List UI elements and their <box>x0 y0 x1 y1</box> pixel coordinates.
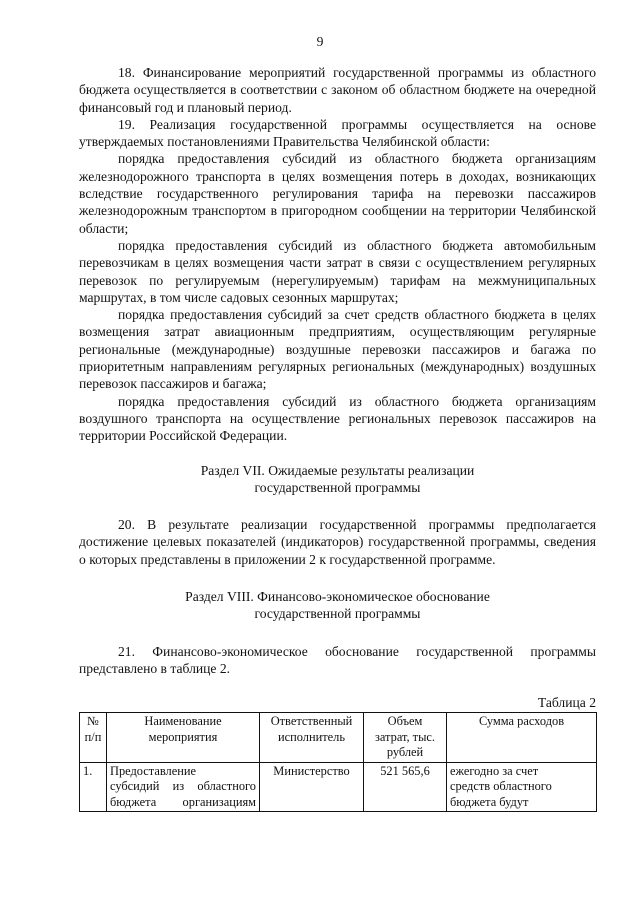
header-executor: Ответственный исполнитель <box>260 713 364 763</box>
header-activity-name: Наименование мероприятия <box>107 713 260 763</box>
cell-number: 1. <box>80 762 107 812</box>
cell-executor: Министерство <box>260 762 364 812</box>
list-item-aviation-subsidy: порядка предоставления субсидий за счет средств областного бюджета в целях возмещения затрат авиационным предприятиям, осуществляющим регулярные региональные (международные) воздушные перевозки пассажиров и багажа по приоритетным направлениям регулярных региональных (международных) воздушных перевозок пассажиров и багажа; <box>79 307 596 392</box>
header-sum: Сумма расходов <box>447 713 597 763</box>
list-item-auto-subsidy: порядка предоставления субсидий из областного бюджета автомобильным перевозчикам в целях возмещения части затрат в связи с осуществлением регулярных перевозок по регулируемым (нерегулируемым) тарифам на межмуниципальных маршрутах, в том числе садовых сезонных маршрутах; <box>79 237 596 305</box>
section-7-title-line1: Раздел VII. Ожидаемые результаты реализации <box>200 462 475 478</box>
table-header-row <box>80 713 597 763</box>
header-cost: Объем затрат, тыс. рублей <box>364 713 447 763</box>
document-body <box>79 64 596 812</box>
list-item-air-transport-subsidy: порядка предоставления субсидий из областного бюджета организациям воздушного транспорта на осуществление региональных перевозок пассажиров на территории Российской Федерации. <box>79 393 596 444</box>
paragraph-20: 20. В результате реализации государственной программы предполагается достижение целевых показателей (индикаторов) государственной программы, сведения о которых представлены в приложении 2 к государственной программе. <box>79 517 596 567</box>
cell-activity-name: Предоставление субсидий из областного бюджета организациям <box>107 762 260 812</box>
list-item-railway-subsidy: порядка предоставления субсидий из областного бюджета организациям железнодорожного транспорта в целях возмещения потерь в доходах, возникающих вследствие государственного регулирования тарифа на перевозки пассажиров железнодорожным транспортом в пригородном сообщении на территории Челябинской области; <box>79 151 596 236</box>
section-8-title-line2: государственной программы <box>254 606 421 622</box>
cell-cost: 521 565,6 <box>364 762 447 812</box>
table-caption: Таблица 2 <box>537 695 596 711</box>
section-7-heading <box>79 462 596 497</box>
page-number: 9 <box>316 34 324 49</box>
section-8-title-line1: Раздел VIII. Финансово-экономическое обоснование <box>185 589 490 605</box>
paragraph-19: 19. Реализация государственной программы осуществляется на основе утверждаемых постановлениями Правительства Челябинской области: <box>79 116 596 150</box>
section-8-heading <box>79 588 596 623</box>
section-7-title-line2: государственной программы <box>254 479 421 495</box>
table-row <box>80 762 597 812</box>
cell-sum: ежегодно за счет средств областного бюджета будут <box>447 762 597 812</box>
header-number: № п/п <box>80 713 107 763</box>
financial-table <box>79 712 597 812</box>
paragraph-21: 21. Финансово-экономическое обоснование государственной программы представлено в таблице 2. <box>79 643 596 676</box>
paragraph-18: 18. Финансирование мероприятий государственной программы из областного бюджета осуществляется в соответствии с законом об областном бюджете на очередной финансовый год и плановый период. <box>79 65 596 115</box>
